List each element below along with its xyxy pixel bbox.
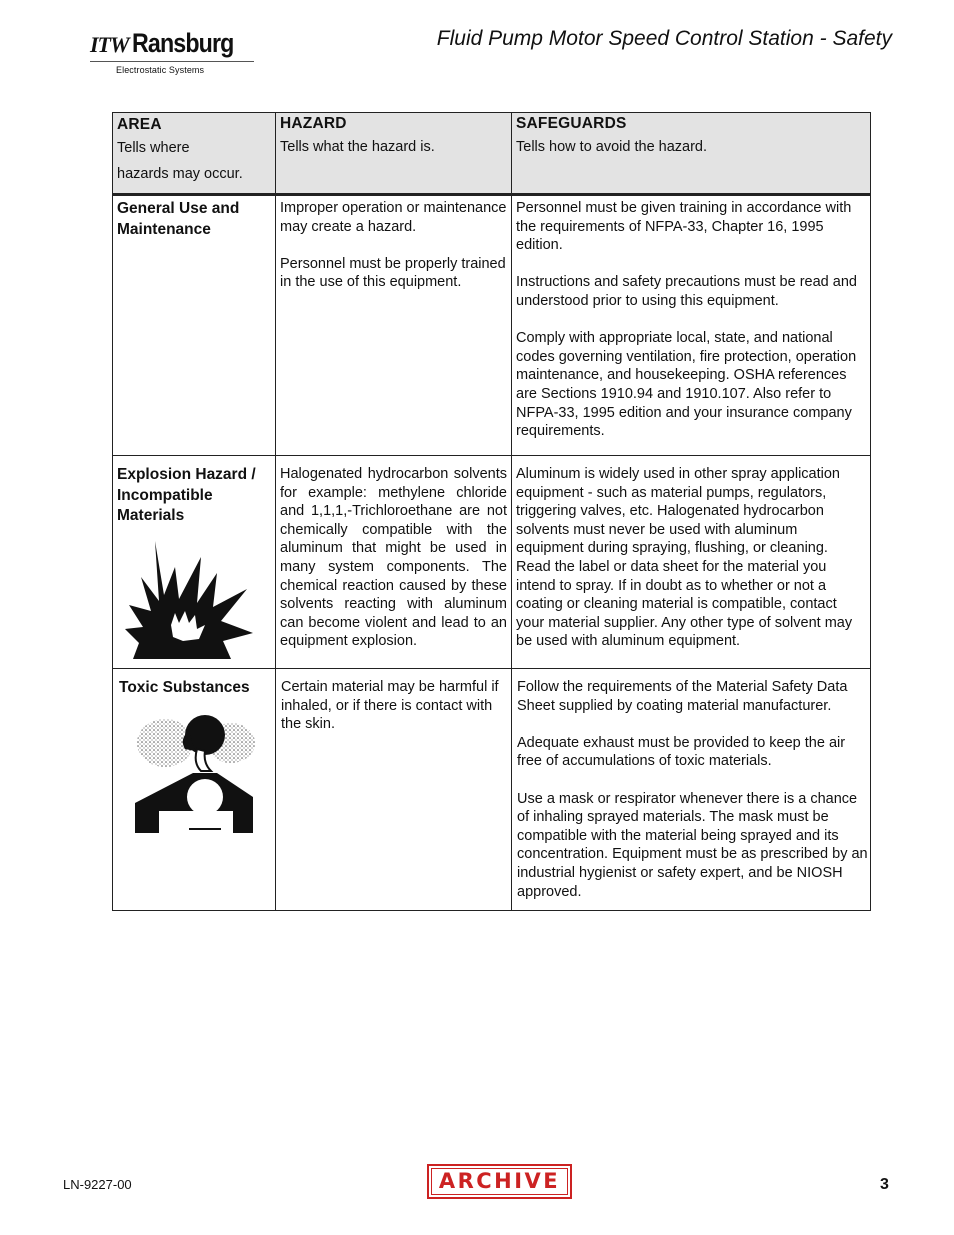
safeguards-cell [512,669,871,911]
safeguards-cell [512,456,871,669]
table-row [113,456,871,669]
hazard-text: Halogenated hydrocarbon solvents for example: methylene chloride and 1,1,1,-Trichloroethane are not chemically compatible with the aluminum that might be used in many system components. The chemical reaction caused by these solvents reacting with aluminum can become violent and lead to an equipment explosion. [280,466,507,650]
safeguard-text: Aluminum is widely used in other spray application equipment - such as material pumps, regulators, triggering valves, etc. Halogenated hydrocarbon solvents must never be used with aluminum equipment during spraying, flushing, or cleaning. Read the label or data sheet for the material you intend to spray. If in doubt as to whether or not a coating or cleaning material is compatible, contact your material supplier. Any other type of solvent may be used with aluminum equipment. [516,466,853,650]
logo-prefix: ITW [90,32,129,57]
toxic-inhalation-icon [133,713,275,845]
page-title: Fluid Pump Motor Speed Control Station - Safety [436,27,892,50]
safeguard-text: Use a mask or respirator whenever there is a chance of inhaling sprayed materials. The mask must be compatible with the material being sprayed and its concentration. Equipment must be as prescribed by an industrial hygienist or safety expert, and be NIOSH approved. [517,790,868,900]
hazard-cell [276,195,512,456]
archive-stamp-text: ARCHIVE [438,1169,561,1193]
header-hazard-cell [276,113,512,195]
hazard-cell [276,669,512,911]
logo-subtitle: Electrostatic Systems [116,65,205,75]
document-number: LN-9227-00 [63,1177,132,1192]
hazard-text: Personnel must be properly trained in the use of this equipment. [280,255,506,291]
safeguard-text: Adequate exhaust must be provided to keep the air free of accumulations of toxic materials. [517,734,846,770]
header-area-desc-2: hazards may occur. [117,165,243,182]
explosion-icon [119,533,275,669]
page-number: 3 [880,1176,889,1193]
logo-brand: Ransburg [131,28,234,58]
area-cell [113,669,276,911]
header-safeguards-cell [512,113,871,195]
table-row [113,669,871,911]
company-logo [90,28,256,75]
header-safeguards-desc: Tells how to avoid the hazard. [516,138,708,155]
header-area-cell [113,113,276,195]
safety-table [112,112,871,911]
table-row [113,195,871,456]
area-cell [113,195,276,456]
hazard-text: Certain material may be harmful if inhaled, or if there is contact with the skin. [281,679,499,733]
hazard-text: Improper operation or maintenance may create a hazard. [280,200,507,235]
hazard-cell [276,456,512,669]
logo-divider [90,61,254,62]
area-title: Explosion Hazard / Incompatible Materials [117,466,256,524]
archive-stamp [427,1164,572,1199]
area-cell [113,456,276,669]
table-header-row [113,113,871,195]
header-hazard-label: HAZARD [280,115,347,132]
header-hazard-desc: Tells what the hazard is. [280,138,435,155]
safeguard-text: Personnel must be given training in accordance with the requirements of NFPA-33, Chapter 16, 1995 edition. [516,200,852,254]
header-area-desc-1: Tells where [117,139,190,156]
header-area-label: AREA [117,116,162,133]
safeguard-text: Follow the requirements of the Material Safety Data Sheet supplied by coating material manufacturer. [517,679,848,714]
safeguard-text: Comply with appropriate local, state, and national codes governing ventilation, fire protection, operation maintenance, and housekeeping. OSHA references are Sections 1910.94 and 1910.107. Also refer to NFPA-33, 1995 edition and your insurance company requirements. [516,330,857,440]
area-title: Toxic Substances [119,679,250,697]
safeguards-cell [512,195,871,456]
safeguard-text: Instructions and safety precautions must be read and understood prior to using this equipment. [516,274,857,309]
area-title: General Use and Maintenance [117,200,240,238]
header-safeguards-label: SAFEGUARDS [516,115,627,132]
